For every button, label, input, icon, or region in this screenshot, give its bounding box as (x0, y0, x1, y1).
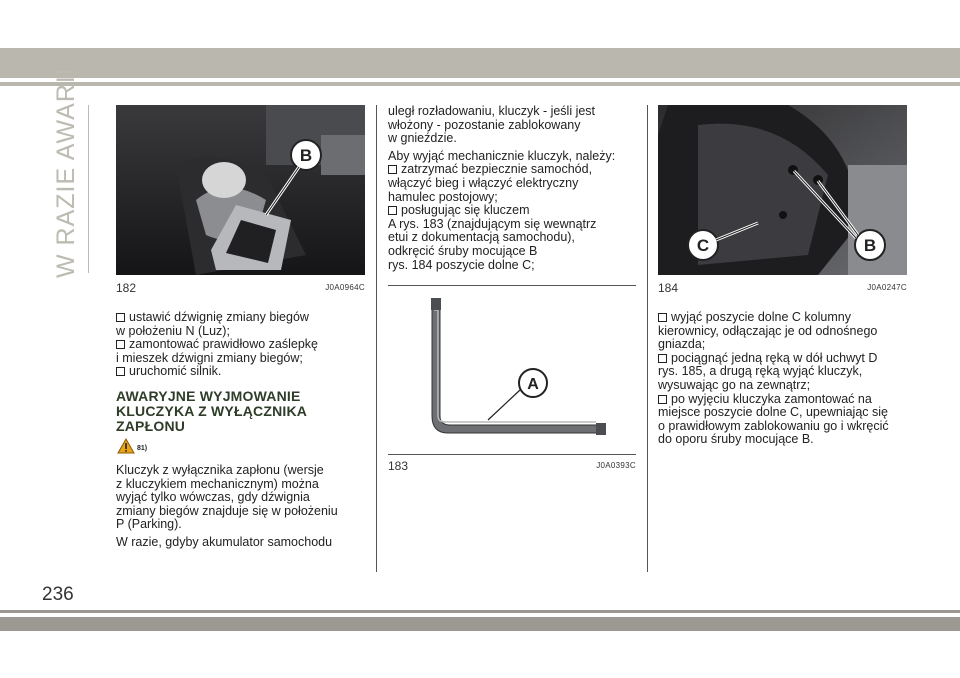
column-divider-2 (647, 105, 648, 572)
side-title-rule (88, 105, 89, 273)
footer-band (0, 617, 960, 631)
column-1-steps (116, 311, 366, 379)
step-text-line: o prawidłowym zablokowaniu go i wkręcić (658, 418, 889, 433)
step-list-item: wyjąć poszycie dolne C kolumny (658, 311, 913, 325)
step-text-line: do oporu śruby mocujące B. (658, 432, 814, 447)
figure-184-caption (658, 281, 907, 295)
figure-184-callout-b: B (863, 236, 877, 255)
step-text-line: gniazda; (658, 337, 706, 352)
step-text-line: A rys. 183 (znajdującym się wewnątrz (388, 216, 597, 231)
figure-182-photo (116, 105, 365, 275)
step-text-line: rys. 184 poszycie dolne C; (388, 257, 535, 272)
step-text-line: miejsce poszycie dolne C, upewniając się (658, 405, 888, 420)
step-list-item: ustawić dźwignię zmiany biegów (116, 311, 366, 325)
figure-182-code: J0A0964C (325, 283, 365, 292)
header-band (0, 48, 960, 78)
figure-183-callout: A (527, 376, 539, 393)
warning-icon (117, 438, 135, 459)
header-rule (0, 82, 960, 86)
column-divider-1 (376, 105, 377, 572)
step-list-item: zamontować prawidłowo zaślepkę (116, 338, 366, 352)
figure-184-photo (658, 105, 907, 275)
checkbox-bullet-icon (116, 340, 125, 349)
checkbox-bullet-icon (658, 354, 667, 363)
figure-183-number: 183 (388, 459, 409, 473)
figure-183-caption (388, 459, 636, 473)
page-number: 236 (42, 584, 74, 605)
step-text-line: wysuwając go na zewnątrz; (658, 377, 811, 392)
paragraph: uległ rozładowaniu, kluczyk - jeśli jest włożony - pozostanie zablokowany w gnieździe. (388, 104, 596, 146)
figure-182-caption (116, 281, 365, 295)
checkbox-bullet-icon (116, 367, 125, 376)
step-text-line: odkręcić śruby mocujące B (388, 243, 538, 258)
step-list-item: pociągnąć jedną ręką w dół uchwyt D (658, 352, 913, 366)
step-list-item: po wyjęciu kluczyka zamontować na (658, 393, 913, 407)
checkbox-bullet-icon (388, 165, 397, 174)
figure-183-bottom-rule (388, 454, 636, 455)
paragraph: Kluczyk z wyłącznika zapłonu (wersje z kluczykiem mechanicznym) można wyjąć tylko wówczas, gdy dźwignia zmiany biegów znajduje się w położeniu P (Parking). (116, 463, 338, 532)
figure-183-drawing (388, 288, 636, 453)
section-side-title: W RAZIE AWARII (52, 67, 80, 278)
step-text-line: rys. 185, a drugą ręką wyjąć kluczyk, (658, 364, 863, 379)
footer-rule (0, 610, 960, 613)
figure-182-callout: B (299, 146, 313, 165)
step-text-line: w położeniu N (Luz); (116, 323, 230, 338)
step-text-line: hamulec postojowy; (388, 189, 498, 204)
warning-reference: 81) (137, 445, 148, 452)
column-1-paragraphs (116, 464, 366, 554)
paragraph: W razie, gdyby akumulator samochodu (116, 534, 333, 549)
section-heading: AWARYJNE WYJMOWANIE KLUCZYKA Z WYŁĄCZNIKA ZAPŁONU (116, 388, 308, 434)
step-text-line: etui z dokumentacją samochodu), (388, 230, 575, 245)
column-2-text (388, 105, 638, 272)
figure-184-number: 184 (658, 281, 679, 295)
figure-184-code: J0A0247C (867, 283, 907, 292)
paragraph: Aby wyjąć mechanicznie kluczyk, należy: (388, 148, 616, 163)
column-3-steps (658, 311, 913, 447)
step-list-item: zatrzymać bezpiecznie samochód, (388, 163, 638, 177)
checkbox-bullet-icon (116, 313, 125, 322)
step-text-line: kierownicy, odłączając je od odnośnego (658, 323, 878, 338)
step-text-line: włączyć bieg i włączyć elektryczny (388, 175, 579, 190)
figure-183-code: J0A0393C (596, 461, 636, 470)
figure-184-callout-c: C (696, 236, 710, 255)
step-list-item: uruchomić silnik. (116, 365, 366, 379)
figure-183-top-rule (388, 285, 636, 286)
step-text-line: i mieszek dźwigni zmiany biegów; (116, 350, 303, 365)
figure-182-number: 182 (116, 281, 137, 295)
checkbox-bullet-icon (658, 313, 667, 322)
step-list-item: posługując się kluczem (388, 204, 638, 218)
checkbox-bullet-icon (658, 395, 667, 404)
checkbox-bullet-icon (388, 206, 397, 215)
